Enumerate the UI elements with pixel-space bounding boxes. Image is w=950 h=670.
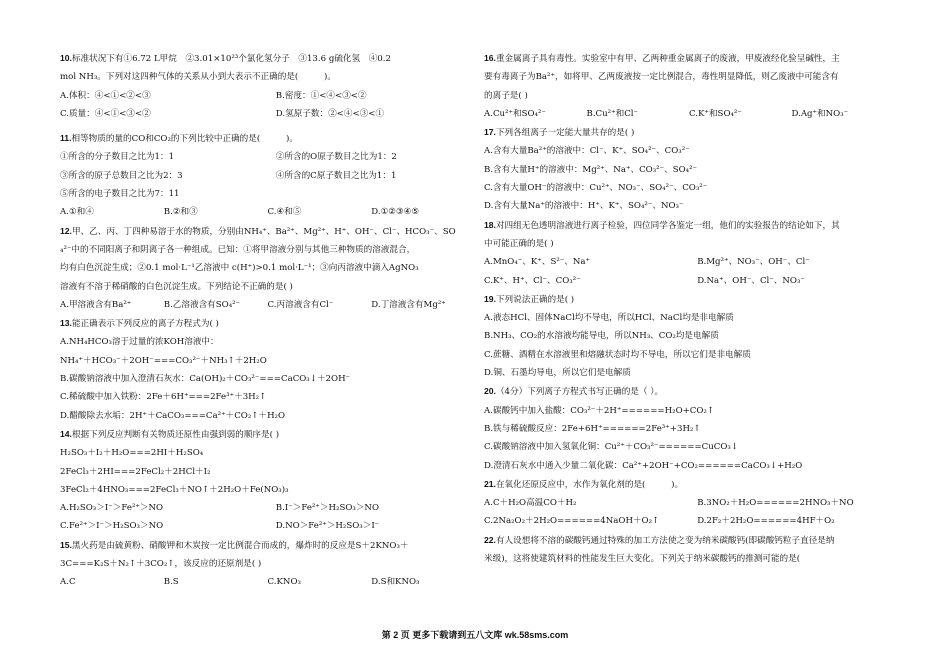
line-text: 要有毒离子为Ba²⁺，如将甲、乙两废液按一定比例混合，毒性明显降低，则乙废液中可能含有 [484,72,839,83]
question-stem [484,534,894,548]
text-line [484,441,894,454]
line-text: C.稀硫酸中加入铁粉：2Fe＋6H⁺===2Fe³⁺＋3H₂↑ [60,392,267,403]
option-row [60,520,475,533]
question-number: 18. [484,219,496,230]
text-line [484,423,894,436]
answer-option: A.H₂SO₃＞I⁻＞Fe²⁺＞NO [60,503,164,514]
answer-option: B.I⁻＞Fe²⁺＞H₂SO₃＞NO [275,503,379,514]
question-stem [60,317,475,331]
answer-option: C.质量：④<①<③<② [60,108,151,119]
option-row [484,497,894,510]
line-text: 均有白色沉淀生成；②0.1 mol·L⁻¹乙溶液中 c(H⁺)>0.1 mol·L⁻¹；③向丙溶液中滴入AgNO₃ [60,263,419,274]
answer-option: ④所含的C原子数目之比为1：1 [275,170,397,181]
question-number: 11. [60,133,72,144]
line-text: D.铜、石墨均导电，所以它们是电解质 [484,368,631,379]
question-number: 15. [60,539,72,550]
question-stem [484,385,894,399]
line-text: mol NH₃。下列对这四种气体的关系从小到大表示不正确的是( )。 [60,72,336,83]
answer-option: D.S和KNO₃ [371,577,420,588]
answer-option: D.氢原子数：②<④<③<① [275,108,385,119]
question-stem [60,52,475,66]
text-line [60,336,475,349]
question-stem [60,428,475,442]
answer-option: D.①②③④⑤ [371,207,420,218]
question-stem [484,293,894,307]
question-number: 22. [484,534,496,545]
line-text: D.含有大量Na⁺的溶液中：H⁺、K⁺、SO₄²⁻、NO₃⁻ [484,201,684,212]
answer-option: C.2Na₂O₂＋2H₂O======4NaOH＋O₂↑ [484,516,660,527]
answer-option: C.Fe²⁺＞I⁻＞H₂SO₃＞NO [60,521,164,532]
text-line [60,447,475,460]
line-text: 在氧化还原反应中，水作为氧化剂的是( )。 [495,479,684,490]
text-line [484,460,894,473]
option-row [60,151,475,164]
text-line [60,355,475,368]
question-number: 19. [484,293,496,304]
question-stem [484,478,894,492]
line-text: 重金属离子具有毒性。实验室中有甲、乙两种重金属离子的废液，甲废液经化验呈碱性，主 [495,54,840,64]
answer-option: A.C＋H₂O高温CO＋H₂ [484,498,577,509]
option-row [60,576,475,589]
line-text: （4分）下列离子方程式书写正确的是（ ）。 [495,387,664,398]
answer-option: D.Ag⁺和NO₃⁻ [791,108,849,119]
text-line [484,367,894,380]
question-stem [60,132,475,146]
answer-option: C.KNO₃ [267,577,301,588]
answer-option: ①所含的分子数目之比为1：1 [60,152,175,163]
question-stem [484,219,894,233]
answer-option: B.Mg²⁺、NO₃⁻、OH⁻、Cl⁻ [697,257,810,268]
answer-option: D.Na⁺、OH⁻、Cl⁻、NO₃⁻ [697,275,805,286]
text-line [484,145,894,158]
option-row [484,275,894,288]
answer-option: D.丁溶液含有Mg²⁺ [371,299,446,310]
text-line [484,71,894,84]
text-line [60,373,475,386]
answer-option: B.3NO₂＋H₂O======2HNO₃＋NO [697,498,854,509]
question-number: 13. [60,318,72,329]
answer-option: ③所含的原子总数目之比为2：3 [60,170,183,181]
text-line [484,90,894,103]
right-column [484,52,894,571]
answer-option: C.K⁺、H⁺、Cl⁻、CO₃²⁻ [484,275,581,286]
answer-option: A.MnO₄⁻、K⁺、S²⁻、Na⁺ [484,257,591,268]
line-text: 的离子是( ) [484,90,528,101]
question-number: 16. [484,53,496,63]
text-line [484,553,894,566]
answer-option: B.S [163,577,179,588]
line-text: 对四组无色透明溶液进行离子检验，四位同学各鉴定一组，他们的实验报告的结论如下，其 [495,220,840,231]
line-text: 中可能正确的是( ) [484,238,554,249]
answer-option: C.K⁺和SO₄²⁻ [689,108,742,119]
line-text: 标准状况下有①6.72 L甲烷 ②3.01×10²³个氯化氢分子 ③13.6 g硫化氢 ④0.2 [71,54,391,64]
line-text: B.铁与稀硫酸反应：2Fe+6H⁺======2Fe³⁺+3H₂↑ [484,423,701,434]
text-line [60,558,475,571]
line-text: ⑤所含的电子数目之比为7：11 [60,189,180,200]
answer-option: A.甲溶液含有Ba²⁺ [60,299,132,310]
line-text: 下列各组离子一定能大量共存的是( ) [495,128,635,139]
line-text: 米级)，这将使建筑材料的性能发生巨大变化。下列关于纳米碳酸钙的推测可能的是( [484,554,801,565]
answer-option: A.①和④ [60,207,94,218]
answer-option: A.C [60,577,76,588]
option-row [60,90,475,103]
text-line [484,312,894,325]
text-line [60,391,475,404]
option-row [484,256,894,269]
text-line [60,281,475,294]
line-text: A.含有大量Ba²⁺的溶液中：Cl⁻、K⁺、SO₄²⁻、CO₃²⁻ [484,146,690,157]
answer-option: D.NO＞Fe²⁺＞H₂SO₃＞I⁻ [275,521,380,532]
answer-option: B.Cu²⁺和Cl⁻ [586,108,639,119]
text-line [484,349,894,362]
text-line [60,484,475,497]
text-line [60,71,475,84]
question-number: 12. [60,225,72,236]
line-text: C.碳酸钠溶液中加入氢氧化铜：Cu²⁺＋CO₃²⁻======CuCO₃↓ [484,442,739,453]
question-number: 14. [60,428,72,439]
line-text: A.液态HCl、固体NaCl均不导电，所以HCl、NaCl均是非电解质 [484,313,734,324]
question-stem [484,52,894,66]
line-text: 黑火药是由硫黄粉、硝酸钾和木炭按一定比例混合而成的，爆炸时的反应是S＋2KNO₃＋ [71,540,409,551]
answer-option: B.乙溶液含有SO₄²⁻ [163,299,241,310]
line-text: 有人设想将不溶的碳酸钙通过特殊的加工方法使之变为纳米碳酸钙(即碳酸钙粒子直径是纳 [495,535,835,546]
left-column [60,52,475,595]
question-number: 10. [60,53,72,63]
answer-option: B.②和③ [163,207,198,218]
text-line [484,405,894,418]
answer-option: ②所含的O原子数目之比为1：2 [275,152,397,163]
question-number: 21. [484,478,496,489]
line-text: A.碳酸钙中加入盐酸：CO₃²⁻＋2H⁺======H₂O+CO₂↑ [484,405,715,416]
option-row [60,502,475,515]
text-line [60,244,475,257]
question-number: 20. [484,386,496,397]
answer-option: A.Cu²⁺和SO₄²⁻ [484,108,546,119]
line-text: H₂SO₃＋I₂＋H₂O===2HI＋H₂SO₄ [60,448,204,459]
line-text: 能正确表示下列反应的离子方程式为( ) [71,319,219,330]
text-line [484,238,894,251]
answer-option: C.④和⑤ [267,207,302,218]
line-text: 溶液有不溶于稀硝酸的白色沉淀生成。下列结论不正确的是( ) [60,281,293,292]
line-text: 相等物质的量的CO和CO₂的下列比较中正确的是( )。 [71,134,298,145]
text-line [60,188,475,201]
answer-option: B.密度：①<④<③<② [275,90,367,101]
line-text: 根据下列反应判断有关物质还原性由强到弱的顺序是( ) [71,429,280,440]
line-text: NH₄⁺＋HCO₃⁻＋2OH⁻===CO₃²⁻＋NH₃↑＋2H₂O [60,355,267,366]
answer-option: C.丙溶液含有Cl⁻ [267,299,334,310]
line-text: 3FeCl₂＋4HNO₃===2FeCl₃＋NO↑＋2H₂O＋Fe(NO₃)₃ [60,484,289,495]
option-row [484,515,894,528]
option-row [60,206,475,219]
page-footer: 第 2 页 更多下载请到五八文库 wk.58sms.com [381,630,569,640]
line-text: D.澄清石灰水中通入少量二氧化碳：Ca²⁺+2OH⁻+CO₂======CaCO₃↓+H₂O [484,460,803,471]
question-stem [60,539,475,553]
line-text: B.含有大量H⁺的溶液中：Mg²⁺、Na⁺、CO₃²⁻、SO₄²⁻ [484,164,698,175]
option-row [60,299,475,312]
line-text: B.NH₃、CO₂的水溶液均能导电，所以NH₃、CO₂均是电解质 [484,331,719,342]
text-line [484,182,894,195]
text-line [484,330,894,343]
question-number: 17. [484,127,496,138]
text-line [60,262,475,275]
line-text: D.醋酸除去水垢：2H⁺＋CaCO₃===Ca²⁺＋CO₂↑＋H₂O [60,410,286,421]
question-stem [484,126,894,140]
line-text: 甲、乙、丙、丁四种易溶于水的物质，分别由NH₄⁺、Ba²⁺、Mg²⁺、H⁺、OH⁻、Cl⁻、HCO₃⁻、SO [71,226,456,237]
option-row [60,170,475,183]
line-text: B.碳酸钠溶液中加入澄清石灰水：Ca(OH)₂＋CO₃²⁻===CaCO₃↓＋2OH⁻ [60,374,351,385]
line-text: C.蔗糖、酒精在水溶液里和熔融状态时均不导电，所以它们是非电解质 [484,349,751,360]
line-text: ₄²⁻中的不同阳离子和阴离子各一种组成。已知：①将甲溶液分别与其他三种物质的溶液混合， [60,244,416,255]
line-text: 3C===K₂S＋N₂↑＋3CO₂↑，该反应的还原剂是( ) [60,559,262,570]
question-stem [60,225,475,239]
answer-option: A.体积：④<①<②<③ [60,90,151,101]
line-text: A.NH₄HCO₃溶于过量的浓KOH溶液中： [60,337,219,348]
text-line [60,466,475,479]
option-row [484,108,894,121]
answer-option: D.2F₂＋2H₂O======4HF＋O₂ [697,516,835,527]
text-line [60,410,475,423]
line-text: 2FeCl₃＋2HI===2FeCl₂＋2HCl＋I₂ [60,466,211,477]
line-text: C.含有大量OH⁻的溶液中：Cu²⁺、NO₃⁻、SO₄²⁻、CO₃²⁻ [484,183,708,194]
line-text: 下列说法正确的是( ) [495,294,575,305]
text-line [484,200,894,213]
text-line [484,164,894,177]
option-row [60,108,475,121]
